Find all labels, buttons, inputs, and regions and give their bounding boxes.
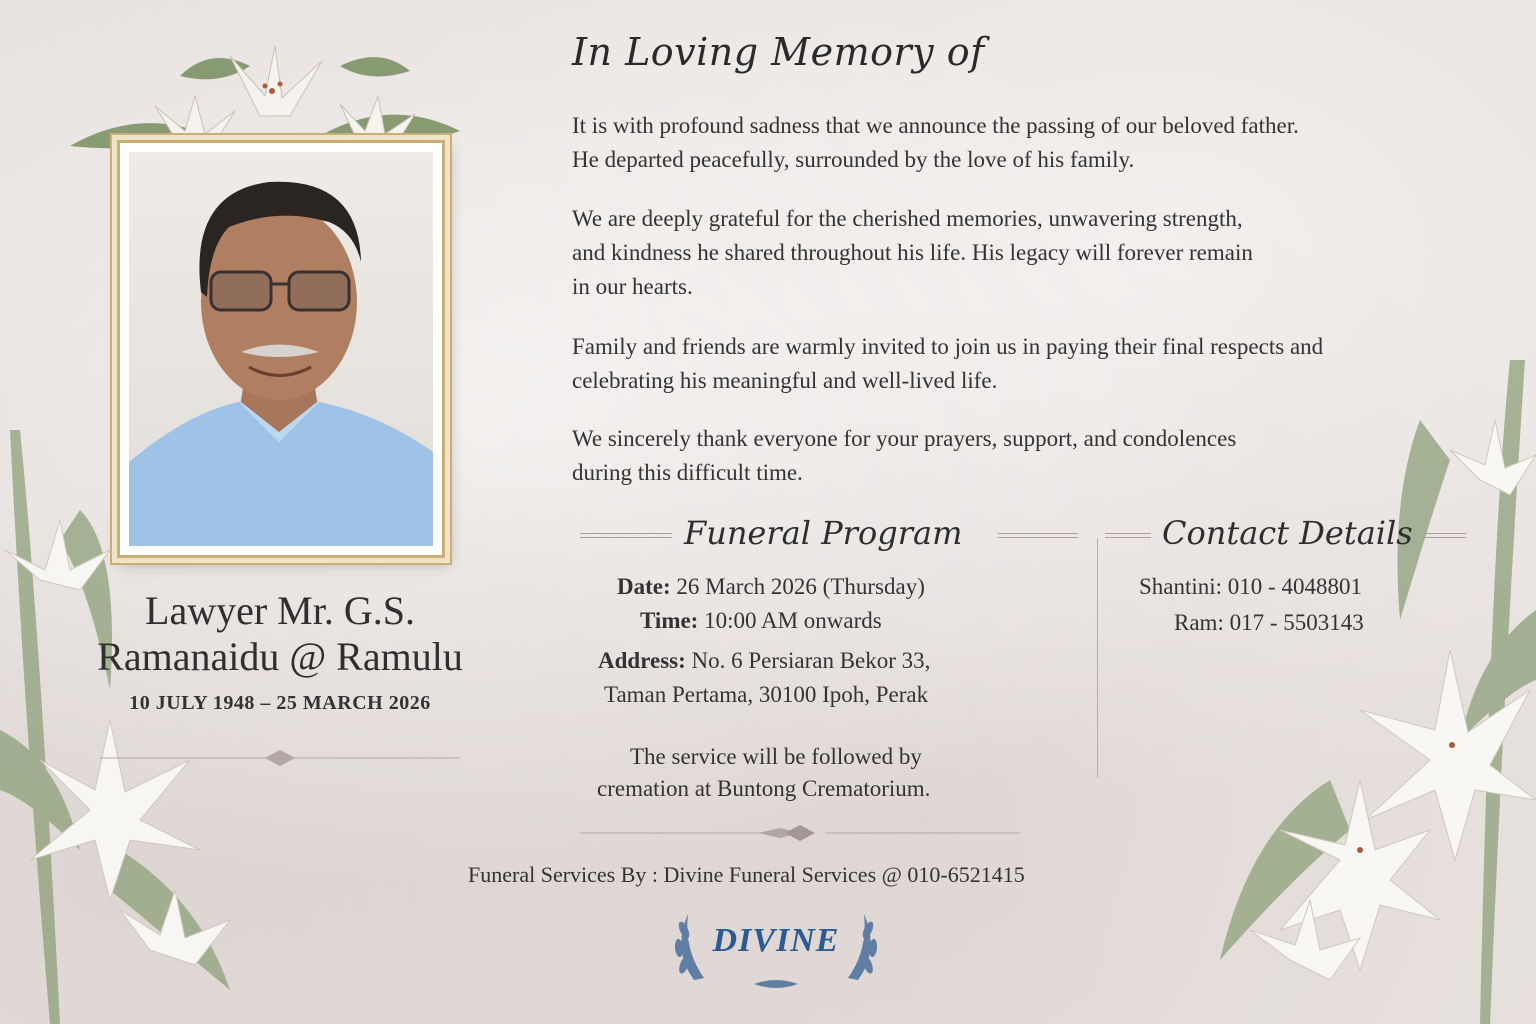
program-time <box>640 608 882 634</box>
lily-cluster-right <box>1190 360 1536 1024</box>
deceased-name-line2: Ramanaidu @ Ramulu <box>97 634 463 679</box>
date-label: Date: <box>617 574 671 599</box>
contact-rule-right <box>1422 533 1466 538</box>
address-line1: No. 6 Persiaran Bekor 33, <box>691 648 931 673</box>
funeral-services-by: Funeral Services By : Divine Funeral Services @ 010-6521415 <box>468 862 1025 887</box>
program-rule-left <box>580 533 672 538</box>
time-value: 10:00 AM onwards <box>704 608 882 633</box>
paragraph-line: celebrating his meaningful and well-lived life. <box>572 368 998 393</box>
memorial-heading: In Loving Memory of <box>572 30 985 74</box>
paragraph-line: We sincerely thank everyone for your prayers, support, and condolences <box>572 426 1237 451</box>
paragraph-line: It is with profound sadness that we announce the passing of our beloved father. <box>572 113 1299 138</box>
photo-frame <box>117 140 445 558</box>
program-note-line1: The service will be followed by <box>630 744 922 769</box>
deceased-name-block <box>40 588 520 715</box>
paragraph-line: He departed peacefully, surrounded by the love of his family. <box>572 147 1135 172</box>
paragraph-line: We are deeply grateful for the cherished memories, unwavering strength, <box>572 206 1243 231</box>
paragraph-thanks <box>572 422 1236 490</box>
program-address-line2: Taman Pertama, 30100 Ipoh, Perak <box>604 682 929 707</box>
paragraph-line: in our hearts. <box>572 274 693 299</box>
address-label: Address: <box>598 648 686 673</box>
time-label: Time: <box>640 608 699 633</box>
date-value: 26 March 2026 (Thursday) <box>676 574 925 599</box>
contact-ram: Ram: 017 - 5503143 <box>1174 610 1364 635</box>
program-date <box>617 574 925 600</box>
life-dates: 10 JULY 1948 – 25 MARCH 2026 <box>129 692 431 714</box>
footer-divider-ornament <box>580 823 1020 843</box>
program-note-line2: cremation at Buntong Crematorium. <box>597 776 931 801</box>
program-title: Funeral Program <box>684 514 963 552</box>
logo-text: DIVINE <box>712 922 840 959</box>
program-rule-right <box>998 533 1078 538</box>
deceased-name-line1: Lawyer Mr. G.S. <box>145 588 415 633</box>
paragraph-line: Family and friends are warmly invited to join us in paying their final respects and <box>572 334 1324 359</box>
name-divider-ornament <box>100 748 460 768</box>
paragraph-gratitude <box>572 202 1253 304</box>
paragraph-announcement <box>572 109 1299 177</box>
contact-shantini: Shantini: 010 - 4048801 <box>1139 574 1362 599</box>
paragraph-line: and kindness he shared throughout his life. His legacy will forever remain <box>572 240 1253 265</box>
paragraph-line: during this difficult time. <box>572 460 803 485</box>
program-address <box>598 648 930 674</box>
contact-title: Contact Details <box>1162 514 1413 552</box>
divine-logo <box>664 900 888 996</box>
contact-rule-left <box>1105 533 1151 538</box>
portrait-photo <box>129 152 433 546</box>
paragraph-invitation <box>572 330 1323 398</box>
section-divider <box>1097 538 1098 778</box>
